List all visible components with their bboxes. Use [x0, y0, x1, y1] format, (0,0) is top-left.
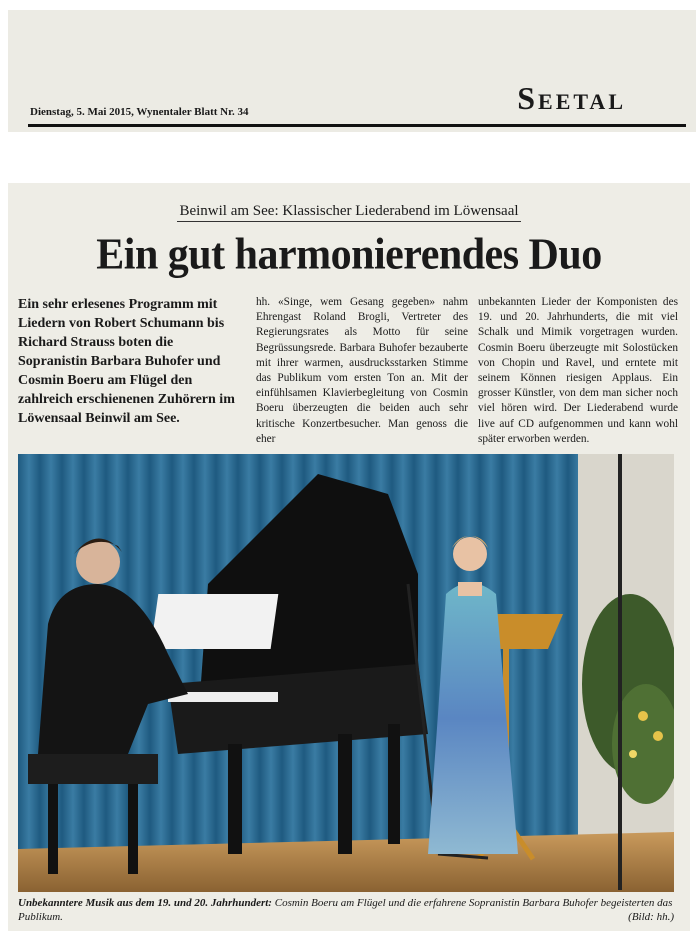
photo-credit: (Bild: hh.) — [628, 911, 674, 923]
concert-photo — [18, 454, 674, 892]
header-clipping — [8, 10, 696, 132]
section-title: Seetal — [517, 80, 626, 116]
caption-text: Cosmin Boeru am Flügel und die erfahrene Sopranistin Barbara Buhofer begeisterten das Publikum. — [18, 897, 673, 923]
header-date-line: Dienstag, 5. Mai 2015, Wynentaler Blatt Nr. 34 — [30, 106, 249, 118]
kicker-text: Beinwil am See: Klassischer Liederabend im Löwensaal — [177, 203, 520, 222]
article-lead: Ein sehr erlesenes Programm mit Liedern von Robert Schumann bis Richard Strauss boten die Sopranistin Barbara Buhofer und Cosmin Boeru am Flügel den zahlreich erschienenen Zuhörern im Löwensaal Beinwil am See. — [18, 297, 235, 426]
article-headline: Ein gut harmonierendes Duo — [96, 230, 602, 280]
article-body-column-2: unbekannten Lieder der Komponisten des 19. und 20. Jahrhunderts, die mit viel Schalk und Mimik vorgetragen wurden. Cosmin Boeru überzeugte mit Solostücken von Chopin und Ravel, und erntete mit seinem Können riesigen Applaus. Ein grosser Künstler, von dem man sicher noch viel hören wird. Der Liederabend wurde live auf CD aufgenommen und kann wohl später erworben werden. — [478, 296, 678, 445]
header-rule — [28, 124, 686, 127]
photo-caption — [18, 896, 674, 924]
caption-lead: Unbekanntere Musik aus dem 19. und 20. Jahrhundert: — [18, 897, 272, 909]
article-body-column-1: hh. «Singe, wem Gesang gegeben» nahm Ehrengast Roland Brogli, Vertreter des Regierungsrates als Motto für seine Begrüssungsrede. Barbara Buhofer bezauberte mit ihrer warmen, ausdrucksstarken Stimme das Publikum vom ersten Ton an. Mit der einfühlsamen Klavierbegleitung von Cosmin Boeru überzeugten die beiden auch sehr kritische Konzertbesucher. Man genoss die eher — [256, 296, 468, 445]
article-kicker — [8, 203, 690, 220]
